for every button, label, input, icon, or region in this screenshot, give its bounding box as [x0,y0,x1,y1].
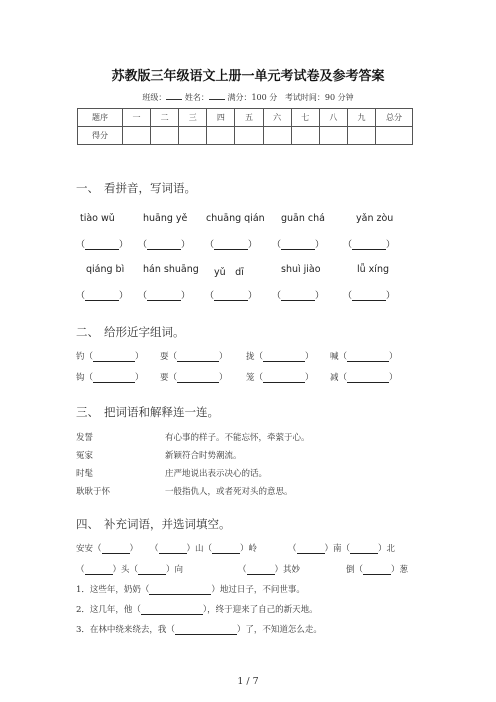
pinyin-item: guān chá [281,213,325,224]
pinyin-item: qiáng bì [86,264,125,275]
pinyin-item: yǔ dī [214,267,244,278]
section-1-heading [76,180,196,196]
section-4-title: 补充词语，并选词填空。 [104,517,231,531]
page-title: 苏教版三年级语文上册一单元考试卷及参考答案 [111,69,385,84]
char-item[interactable]: 钓（ ） [76,352,144,362]
fill-item[interactable]: （ ）其妙 [238,565,301,575]
section-4-number: 四、 [76,517,99,531]
section-2-heading [76,324,185,340]
header-cell: 五 [235,109,263,127]
section-3-number: 三、 [76,405,99,419]
answer-blank[interactable]: （ ） [138,240,191,250]
section-2-number: 二、 [76,325,99,339]
section-4-heading [76,516,231,532]
char-item[interactable]: 耍（ ） [160,352,228,362]
answer-blank[interactable]: （ ） [138,291,191,301]
section-1-title: 看拼音，写词语。 [104,181,196,195]
header-cell: 七 [291,109,319,127]
score-cell[interactable] [179,127,207,145]
match-definition[interactable]: 一般指仇人，或者死对头的意思。 [165,487,293,497]
char-item[interactable]: 要（ ） [160,373,228,383]
page-number: 1 / 7 [237,676,259,687]
pinyin-item: lǚ xíng [357,264,389,275]
section-3-title: 把词语和解释连一连。 [104,405,219,419]
char-item[interactable]: 减（ ） [330,373,398,383]
section-2-title: 给形近字组词。 [104,325,185,339]
answer-blank[interactable]: （ ） [205,240,258,250]
header-cell: 九 [347,109,375,127]
char-item[interactable]: 钩（ ） [76,373,144,383]
section-1-number: 一、 [76,181,99,195]
answer-blank[interactable]: （ ） [76,240,129,250]
char-item[interactable]: 喊（ ） [330,352,398,362]
header-cell: 六 [263,109,291,127]
fill-item[interactable]: （ ）头（ ）向 [76,565,184,575]
pinyin-item: chuāng qián [206,213,265,224]
match-definition[interactable]: 新颖符合时势潮流。 [165,451,242,461]
score-cell[interactable] [151,127,179,145]
score-cell[interactable] [347,127,375,145]
score-cell[interactable] [291,127,319,145]
header-cell: 八 [319,109,347,127]
class-blank[interactable] [166,91,182,100]
answer-blank[interactable]: （ ） [76,291,129,301]
header-cell: 总分 [376,109,413,127]
header-cell: 三 [179,109,207,127]
char-item[interactable]: 笼（ ） [246,373,314,383]
score-table [77,108,413,145]
score-cell[interactable] [207,127,235,145]
match-word[interactable]: 耿耿于怀 [76,487,111,497]
fill-item[interactable]: 安安（ ） [76,544,139,554]
answer-blank[interactable]: （ ） [272,291,325,301]
fill-item[interactable]: （ ）南（ ）北 [288,544,396,554]
match-word[interactable]: 发誓 [76,433,94,443]
score-table-row [78,127,413,145]
score-table-header [78,109,413,127]
pinyin-item: huāng yě [143,213,188,224]
header-cell: 四 [207,109,235,127]
match-definition[interactable]: 庄严地说出表示决心的话。 [165,469,268,479]
score-cell[interactable] [263,127,291,145]
exam-info [0,91,496,103]
header-cell: 一 [123,109,151,127]
score-cell[interactable] [319,127,347,145]
section-3-heading [76,404,219,420]
full-score-label: 满分：100 分 [227,93,278,102]
class-label: 班级： [142,93,167,102]
score-cell[interactable] [376,127,413,145]
fill-item[interactable]: （ ）山（ ）岭 [150,544,258,554]
pinyin-item: yǎn zòu [356,213,394,224]
match-word[interactable]: 冤家 [76,451,94,461]
name-label: 姓名： [184,93,209,102]
pinyin-item: hán shuāng [143,264,199,275]
answer-blank[interactable]: （ ） [205,291,258,301]
fill-item[interactable]: 倒（ ）葱 [346,565,409,575]
sentence-item[interactable]: 3．在林中绕来绕去，我（ ）了，不知道怎么走。 [76,625,322,635]
score-cell[interactable] [123,127,151,145]
header-cell: 二 [151,109,179,127]
char-item[interactable]: 拢（ ） [246,352,314,362]
sentence-item[interactable]: 1．这些年，奶奶（ ）地过日子，不问世事。 [76,585,305,595]
score-row-label: 得分 [78,127,123,145]
time-label: 考试时间：90 分钟 [284,93,354,102]
match-word[interactable]: 时髦 [76,469,94,479]
header-cell: 题序 [78,109,123,127]
sentence-item[interactable]: 2．这几年，他（ ），终于迎来了自己的新天地。 [76,605,318,615]
score-cell[interactable] [235,127,263,145]
pinyin-item: tiào wǔ [80,213,115,224]
answer-blank[interactable]: （ ） [343,240,396,250]
match-definition[interactable]: 有心事的样子。不能忘怀，牵萦于心。 [165,433,310,443]
name-blank[interactable] [209,91,225,100]
answer-blank[interactable]: （ ） [343,291,396,301]
pinyin-item: shuì jiào [281,264,321,275]
answer-blank[interactable]: （ ） [272,240,325,250]
